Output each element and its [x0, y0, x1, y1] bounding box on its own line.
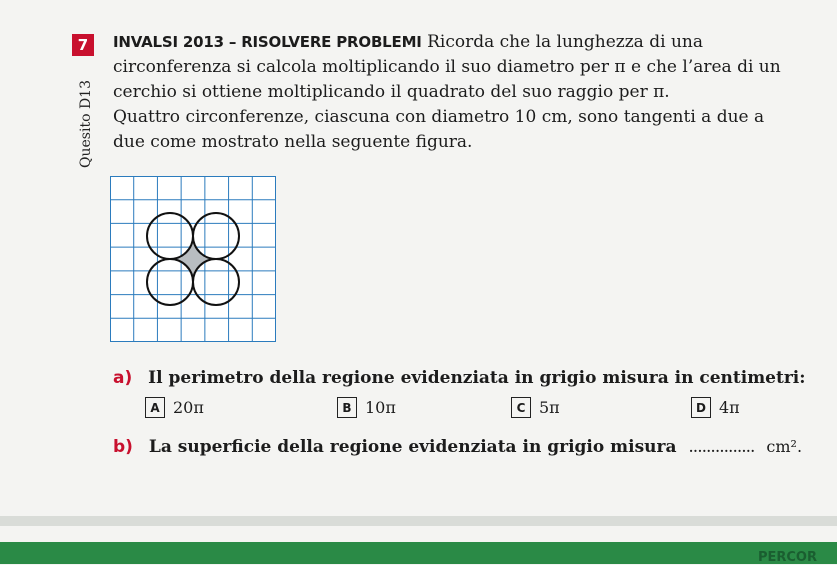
footer-text: PERCOR	[757, 550, 817, 565]
option-a-value: 20π	[173, 398, 204, 417]
question-text	[113, 30, 813, 155]
part-a-question	[113, 368, 806, 388]
option-d-letter: D	[691, 397, 711, 418]
option-c-value: 5π	[539, 398, 560, 417]
question-heading: INVALSI 2013 – RISOLVERE PROBLEMI	[113, 33, 422, 51]
circles-diagram	[110, 176, 276, 342]
intro-text-1: Ricorda che la lunghezza di una	[427, 32, 703, 52]
option-a-letter: A	[145, 397, 165, 418]
intro-line-4: Quattro circonferenze, ciascuna con diametro 10 cm, sono tangenti a due a	[113, 107, 765, 127]
option-c[interactable]	[511, 397, 560, 418]
option-d[interactable]	[691, 397, 740, 418]
option-b-value: 10π	[365, 398, 396, 417]
option-b[interactable]	[337, 397, 396, 418]
circles-figure	[110, 176, 276, 342]
side-label: Quesito D13	[78, 80, 94, 168]
option-c-letter: C	[511, 397, 531, 418]
page-footer-band	[0, 516, 837, 564]
intro-line-3: cerchio si ottiene moltiplicando il quadrato del suo raggio per π.	[113, 82, 670, 102]
part-a-label: a)	[113, 368, 133, 388]
answer-blank[interactable]: ...............	[688, 437, 755, 457]
option-d-value: 4π	[719, 398, 740, 417]
part-b-label: b)	[113, 437, 133, 457]
option-b-letter: B	[337, 397, 357, 418]
part-a-text: Il perimetro della regione evidenziata in grigio misura in centimetri:	[148, 368, 806, 388]
intro-line-2: circonferenza si calcola moltiplicando il suo diametro per π e che l’area di un	[113, 57, 781, 77]
part-b-text: La superficie della regione evidenziata in grigio misura	[148, 437, 677, 457]
answer-unit: cm².	[766, 437, 803, 456]
question-number-badge: 7	[72, 34, 94, 56]
option-a[interactable]	[145, 397, 204, 418]
intro-line-1	[113, 30, 813, 55]
intro-line-5: due come mostrato nella seguente figura.	[113, 132, 473, 152]
part-a-options	[0, 397, 837, 423]
part-b-question	[113, 437, 802, 457]
